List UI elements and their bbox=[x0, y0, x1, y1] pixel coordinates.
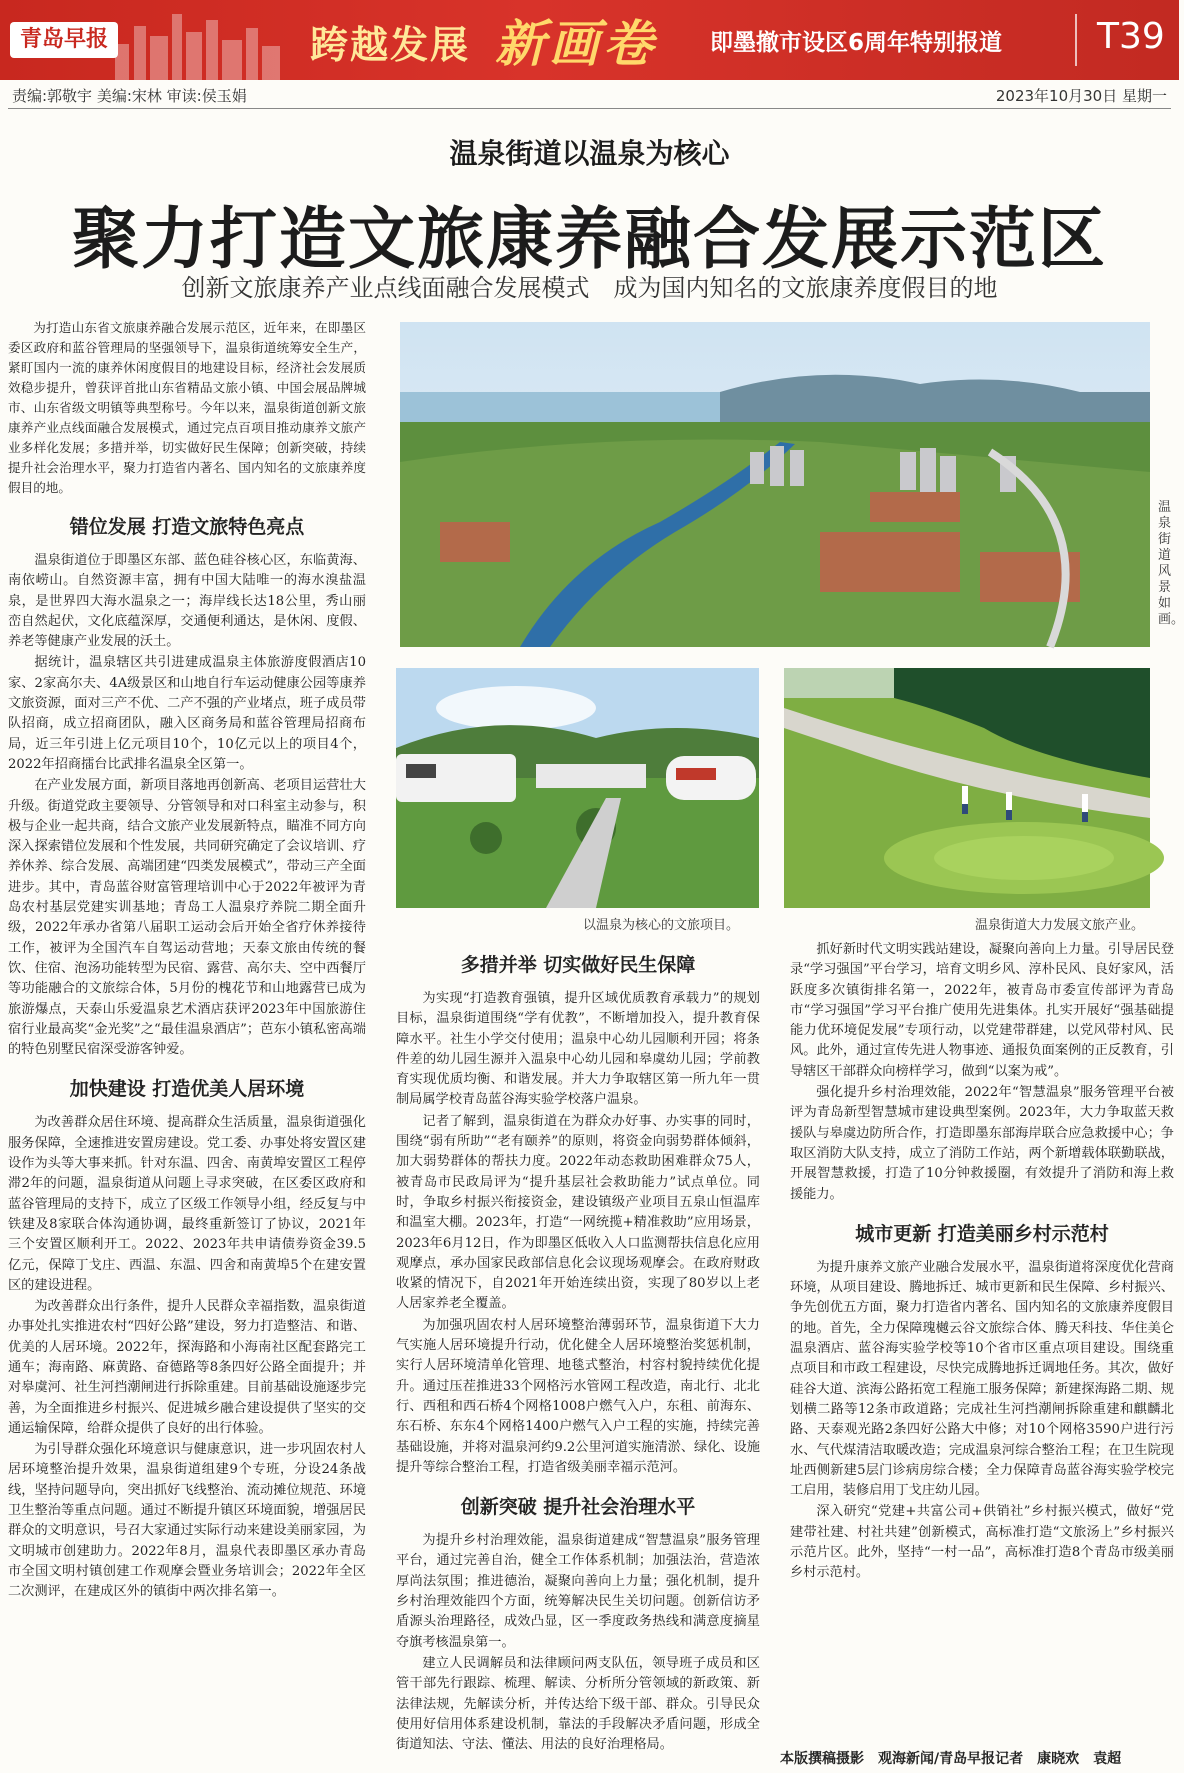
byline-footer: 本版撰稿摄影 观海新闻/青岛早报记者 康晓欢 袁超 bbox=[780, 1751, 1122, 1767]
section-title: 创新突破 提升社会治理水平 bbox=[460, 1496, 696, 1519]
banner-theme-a: 跨越发展 bbox=[310, 23, 471, 67]
newspaper-logo: 青岛早报 bbox=[10, 22, 118, 58]
paragraph: 为提升乡村治理效能，温泉街道建成“智慧温泉”服务管理平台，通过完善自治，健全工作体系机制；加强法治，营造浓厚尚法氛围；推进德治，凝聚向善向上力量；强化机制，提升乡村治理效能四个方面，统筹解决民生关切问题。创新信访矛盾源头治理路径，成效凸显，区一季度政务热线和满意度摘星夺旗考核温泉第一。 bbox=[396, 1533, 760, 1650]
coastal-town-illustration bbox=[400, 322, 1150, 647]
right-photo-caption: 温泉街道大力发展文旅产业。 bbox=[975, 918, 1145, 933]
article-headline: 聚力打造文旅康养融合发展示范区 bbox=[72, 200, 1107, 278]
article-subhead: 创新文旅康养产业点线面融合发展模式 成为国内知名的文旅康养度假目的地 bbox=[181, 274, 998, 302]
paragraph: 为改善群众居住环境、提高群众生活质量，温泉街道强化服务保障，全速推进安置房建设。党工委、办事处将安置区建设作为头等大事来抓。针对东温、四舍、南黄埠安置区工程停滞2年的问题，温泉街道从问题上寻求突破，在区委区政府和蓝谷管理局的支持下，成立了区级工作领导小组，经反复与中铁建及8家联合体沟通协调，最终重新签订了协议，2021年三个安置区顺利开工。2022、2023年共申请债券资金39.5亿元，保障丁戈庄、西温、东温、四舍和南黄埠5个在建安置区的建设进程。 bbox=[8, 1115, 366, 1293]
banner-report-title: 即墨撤市设区6周年特别报道 bbox=[710, 30, 1003, 56]
rv-camp-illustration bbox=[396, 668, 759, 908]
main-photo bbox=[400, 322, 1150, 647]
column-1 bbox=[8, 318, 366, 1604]
main-photo-caption: 温泉街道风景如画。 bbox=[1158, 500, 1184, 627]
column-2 bbox=[396, 950, 760, 1756]
paragraph: 为改善群众出行条件，提升人民群众幸福指数，温泉街道办事处扎实推进农村“四好公路”建设，努力打造整洁、和谐、优美的人居环境。2022年，探海路和小海南社区配套路完工通车；海南路、麻黄路、奋德路等8条四好公路全面提升；并对皋虞河、社生河挡潮闸进行拆除重建。目前基础设施逐步完善，为全面推进乡村振兴、促进城乡融合建设提供了坚实的交通运输保障，给群众提供了良好的出行体验。 bbox=[8, 1299, 366, 1436]
golf-course-illustration bbox=[784, 668, 1150, 908]
page-number: T39 bbox=[1097, 16, 1165, 57]
paragraph: 为实现“打造教育强镇，提升区域优质教育承载力”的规划目标，温泉街道围绕“学有优教”，不断增加投入，提升教育保障水平。社生小学交付使用；温泉中心幼儿园顺利开园；将条件差的幼儿园生源并入温泉中心幼儿园和皋虞幼儿园；学前教育实现优质均衡、和谐发展。并大力争取辖区第一所九年一贯制局属学校青岛蓝谷海实验学校落户温泉。 bbox=[396, 991, 760, 1108]
left-photo-caption: 以温泉为核心的文旅项目。 bbox=[583, 918, 740, 933]
paragraph: 为加强巩固农村人居环境整治薄弱环节，温泉街道下大力气实施人居环境提升行动，优化健全人居环境整治奖惩机制，实行人居环境清单化管理、地毯式整治，村容村貌持续优化提升。通过压茬推进33个网格污水管网工程改造，南北行、北北行、西租和西石桥4个网格1008户燃气入户，东租、前海东、东石桥、东东4个网格1400户燃气入户工程的实施，持续完善基础设施，并将对温泉河约9.2公里河道实施清淤、绿化、设施提升等综合整治工程，打造省级美丽幸福示范河。 bbox=[396, 1317, 760, 1475]
banner-divider bbox=[1075, 14, 1077, 66]
article-kicker: 温泉街道以温泉为核心 bbox=[449, 137, 730, 170]
golf-photo bbox=[784, 668, 1150, 908]
divider bbox=[8, 108, 1171, 109]
skyline-illustration bbox=[110, 6, 300, 80]
paragraph: 深入研究“党建+共富公司+供销社”乡村振兴模式，做好“党建带社建、村社共建”创新模式，高标准打造“文旅汤上”乡村振兴示范片区。此外，坚持“一村一品”，高标准打造8个青岛市级美丽乡村示范村。 bbox=[790, 1504, 1174, 1581]
banner-theme-b: 新画卷 bbox=[495, 14, 657, 73]
paragraph: 温泉街道位于即墨区东部、蓝色硅谷核心区，东临黄海、南依崂山。自然资源丰富，拥有中国大陆唯一的海水溴盐温泉，是世界四大海水温泉之一；海岸线长达18公里，秀山丽峦自然起伏，文化底蕴深厚，交通便利通达，是休闲、度假、养老等健康产业发展的沃土。 bbox=[8, 553, 366, 650]
section-title: 多措并举 切实做好民生保障 bbox=[460, 954, 696, 976]
editor-credits: 责编:郭敬宇 美编:宋林 审读:侯玉娟 bbox=[12, 87, 247, 105]
intro-paragraph: 为打造山东省文旅康养融合发展示范区，近年来，在即墨区委区政府和蓝谷管理局的坚强领导下，温泉街道统筹安全生产，紧盯国内一流的康养休闲度假目的地建设目标，经济社会发展质效稳步提升，曾获评首批山东省精品文旅小镇、中国会展品牌城市、山东省级文明镇等典型称号。今年以来，温泉街道创新文旅康养产业点线面融合发展模式，通过完点百项目推动康养文旅产业多样化发展；多措并举，切实做好民生保障；创新突破，持续提升社会治理水平，聚力打造省内著名、国内知名的文旅康养度假目的地。 bbox=[8, 320, 366, 495]
section-title: 加快建设 打造优美人居环境 bbox=[69, 1078, 305, 1101]
issue-date: 2023年10月30日 星期一 bbox=[995, 87, 1167, 105]
paragraph: 为引导群众强化环境意识与健康意识，进一步巩固农村人居环境整治提升效果，温泉街道组建9个专班，分设24条战线，坚持问题导向，突出抓好飞线整治、流动摊位规范、环境卫生整治等重点问题。通过不断提升镇区环境面貌，增强居民群众的文明意识，号召大家通过实际行动来建设美丽家园，为文明城市创建助力。2022年8月，温泉代表即墨区承办青岛市全国文明村镇创建工作观摩会暨业务培训会；2022年全区二次测评，在建成区外的镇街中两次排名第一。 bbox=[8, 1442, 366, 1600]
paragraph: 建立人民调解员和法律顾问两支队伍，领导班子成员和区管干部先行跟踪、梳理、解读、分析所分管领域的新政策、新法律法规，先解读分析，并传达给下级干部、群众。引导民众使用好信用体系建设机制，靠法的手段解决矛盾问题，形成全街道知法、守法、懂法、用法的良好治理格局。 bbox=[396, 1655, 760, 1753]
paragraph: 抓好新时代文明实践站建设，凝聚向善向上力量。引导居民登录“学习强国”平台学习，培育文明乡风、淳朴民风、良好家风，活跃度多次镇街排名第一，2022年，被青岛市委宣传部评为青岛市“学习强国”学习平台推广使用先进集体。扎实开展好“强基础提能力优环境促发展”专项行动，以党建带群建，以党风带村风、民风。此外，通过宣传先进人物事迹、通报负面案例的正反教育，引导辖区干部群众向榜样学习，做到“以案为戒”。 bbox=[790, 942, 1174, 1079]
section-title: 错位发展 打造文旅特色亮点 bbox=[69, 516, 305, 538]
column-3 bbox=[790, 940, 1174, 1585]
paragraph: 记者了解到，温泉街道在为群众办好事、办实事的同时，围绕“弱有所助”“老有颐养”的原则，将资金向弱势群体倾斜，加大弱势群体的帮扶力度。2022年动态救助困难群众75人，被青岛市民政局评为“提升基层社会救助能力”试点单位。同时，争取乡村振兴衔接资金，建设镇级产业项目五泉山恒温库和温室大棚。2023年，打造“一网统揽+精准救助”应用场景，2023年6月12日，作为即墨区低收入人口监测帮扶信息化应用观摩点，承办国家民政部信息化会议现场观摩会。在政府财政收紧的情况下，自2021年开始连续出资，实现了80岁以上老人居家养老全覆盖。 bbox=[396, 1113, 760, 1312]
paragraph: 在产业发展方面，新项目落地再创新高、老项目运营壮大升级。街道党政主要领导、分管领导和对口科室主动参与，积极与企业一起共商，结合文旅产业发展新特点，瞄准不同方向深入探索错位发展和个性发展，共同研究确定了会议培训、疗养休养、综合发展、高端团建“四类发展模式”，带动三产全面进步。其中，青岛蓝谷财富管理培训中心于2022年被评为青岛农村基层党建实训基地；青岛工人温泉疗养院二期全面升级，2022年承办省第八届职工运动会后开始全省疗休养接待工作，被评为全国汽车自驾运动营地；天泰文旅由传统的餐饮、住宿、泡汤功能转型为民宿、露营、高尔夫、空中西餐厅等功能融合的文旅综合体，5月份的槐花节和山地露营已成为旅游爆点，天泰山乐爱温泉艺术酒店获评2023年中国旅游住宿行业最高奖“金光奖”之“最佳温泉酒店”；芭东小镇私密高端的特色别墅民宿深受游客钟爱。 bbox=[8, 778, 366, 1058]
section-title: 城市更新 打造美丽乡村示范村 bbox=[855, 1222, 1109, 1245]
rv-camp-photo bbox=[396, 668, 759, 908]
page-banner bbox=[0, 0, 1179, 80]
paragraph: 强化提升乡村治理效能，2022年“智慧温泉”服务管理平台被评为青岛新型智慧城市建设典型案例。2023年，大力争取蓝天救援队与皋虞边防所合作，打造即墨东部海岸联合应急救援中心；争取区消防大队支持，成立了消防工作站，两个新增载体联勤联战，开展智慧救援，打造了10分钟救援圈，有效提升了消防和海上救援能力。 bbox=[790, 1085, 1174, 1202]
paragraph: 据统计，温泉辖区共引进建成温泉主体旅游度假酒店10家、2家高尔夫、4A级景区和山地自行车运动健康公园等康养文旅资源，面对三产不优、二产不强的产业堵点，班子成员带队招商，成立招商团队，融入区商务局和蓝谷管理局招商布局，近三年引进上亿元项目10个，10亿元以上的项目4个，2022年招商擂台比武排名温泉全区第一。 bbox=[8, 655, 366, 772]
paragraph: 为提升康养文旅产业融合发展水平，温泉街道将深度优化营商环境，从项目建设、腾地拆迁、城市更新和民生保障、乡村振兴、争先创优五方面，聚力打造省内著名、国内知名的文旅康养度假目的地。首先，全力保障瑰樾云谷文旅综合体、腾天科技、华住美仑温泉酒店、蓝谷海实验学校等10个省市区重点项目建设。围绕重点项目和市政工程建设，尽快完成腾地拆迁调地任务。其次，做好硅谷大道、滨海公路拓宽工程施工服务保障；新建探海路二期、规划横二路等12条市政道路；完成社生河挡潮闸拆除重建和麒麟北路、天泰观光路2条四好公路大中修；对10个网格3590户进行污水、气代煤清洁取暖改造；完成温泉河综合整治工程；在卫生院现址西侧新建5层门诊病房综合楼；全力保障青岛蓝谷海实验学校完工启用，装修启用丁戈庄幼儿园。 bbox=[790, 1259, 1174, 1499]
